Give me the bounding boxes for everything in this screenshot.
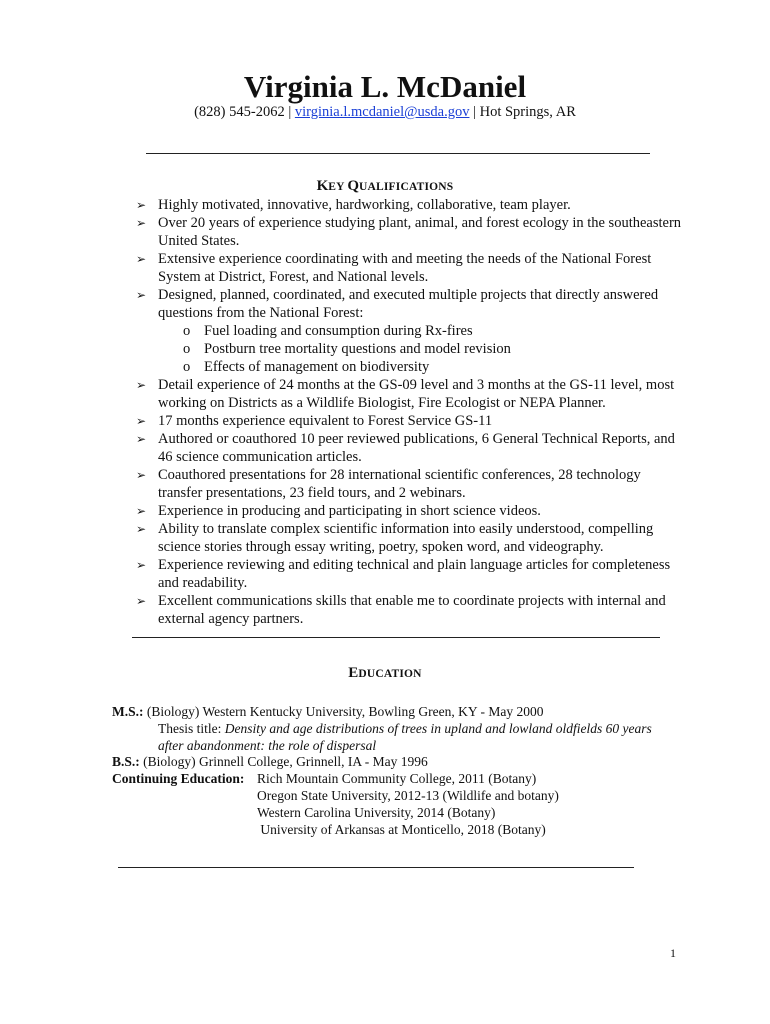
circle-bullet-icon: o (183, 359, 191, 375)
email-link[interactable]: virginia.l.mcdaniel@usda.gov (294, 104, 470, 120)
page-number: 1 (670, 946, 676, 960)
arrow-bullet-icon: ➢ (136, 504, 147, 518)
thesis-title: Thesis title: Density and age distributions of trees in upland and lowland oldfields 60 years (158, 720, 652, 736)
list-item: ➢ Experience in producing and participating in short science videos. (136, 503, 541, 519)
list-item: ➢ Authored or coauthored 10 peer reviewed publications, 6 General Technical Reports, and 46 science communication articles. (136, 431, 675, 465)
section-divider (132, 637, 660, 638)
contact-separator: | (284, 104, 295, 120)
bs-degree: B.S.: (Biology) Grinnell College, Grinnell, IA - May 1996 (112, 754, 428, 770)
arrow-bullet-icon: ➢ (136, 216, 147, 230)
list-item: ➢ Highly motivated, innovative, hardworking, collaborative, team player. (136, 197, 571, 213)
continuing-education-item: Oregon State University, 2012-13 (Wildlife and botany) (257, 787, 559, 803)
circle-bullet-icon: o (183, 323, 191, 339)
continuing-education-label: Continuing Education: (112, 771, 245, 787)
arrow-bullet-icon: ➢ (136, 522, 147, 536)
arrow-bullet-icon: ➢ (136, 594, 147, 608)
ms-degree: M.S.: (Biology) Western Kentucky University, Bowling Green, KY - May 2000 (112, 704, 544, 719)
arrow-bullet-icon: ➢ (136, 198, 147, 212)
sub-list-item: o Effects of management on biodiversity (183, 359, 430, 375)
sub-list-item: o Fuel loading and consumption during Rx-fires (183, 323, 473, 339)
footer-divider (118, 867, 634, 868)
qualifications-list (136, 196, 686, 628)
arrow-bullet-icon: ➢ (136, 252, 147, 266)
list-item: ➢ Experience reviewing and editing technical and plain language articles for completeness and readability. (136, 557, 671, 591)
location: Hot Springs, AR (479, 104, 576, 120)
education-heading: EDUCATION (348, 665, 422, 681)
header-divider (146, 153, 650, 154)
continuing-education-item: Western Carolina University, 2014 (Botany) (257, 804, 496, 820)
circle-bullet-icon: o (183, 341, 191, 357)
contact-line (0, 103, 770, 121)
ms-label: M.S.: (112, 704, 144, 719)
arrow-bullet-icon: ➢ (136, 432, 147, 446)
key-qualifications-heading: KEY QUALIFICATIONS (316, 178, 454, 194)
list-item: ➢ Detail experience of 24 months at the GS-09 level and 3 months at the GS-11 level, most working on Districts as a Wildlife Biologist, Fire Ecologist or NEPA Planner. (136, 377, 675, 411)
arrow-bullet-icon: ➢ (136, 378, 147, 392)
education-section (112, 704, 712, 838)
contact-separator: | (469, 104, 480, 120)
arrow-bullet-icon: ➢ (136, 288, 147, 302)
list-item: ➢ Extensive experience coordinating with and meeting the needs of the National Forest System at District, Forest, and National levels. (136, 251, 652, 285)
sub-list-item: o Postburn tree mortality questions and model revision (183, 341, 511, 357)
resume-name: Virginia L. McDaniel (243, 69, 527, 104)
sub-list (158, 322, 686, 376)
arrow-bullet-icon: ➢ (136, 468, 147, 482)
list-item: ➢ Over 20 years of experience studying plant, animal, and forest ecology in the southeastern United States. (136, 215, 682, 249)
list-item: ➢ Excellent communications skills that enable me to coordinate projects with internal and external agency partners. (136, 593, 666, 627)
list-item: ➢ 17 months experience equivalent to Forest Service GS-11 (136, 413, 493, 429)
phone-number: (828) 545-2062 (194, 104, 285, 120)
thesis-title-continued: after abandonment: the role of dispersal (158, 737, 377, 753)
continuing-education: Continuing Education: Rich Mountain Community College, 2011 (Botany) (112, 771, 537, 787)
arrow-bullet-icon: ➢ (136, 558, 147, 572)
list-item: ➢ Coauthored presentations for 28 international scientific conferences, 28 technology transfer presentations, 23 field tours, and 2 webinars. (136, 467, 641, 501)
bs-label: B.S.: (112, 754, 140, 770)
continuing-education-item: University of Arkansas at Monticello, 2018 (Botany) (257, 821, 546, 837)
arrow-bullet-icon: ➢ (136, 414, 147, 428)
list-item: ➢ Designed, planned, coordinated, and executed multiple projects that directly answered questions from the National Forest: o Fuel loading and consumption during Rx-fires o Postburn tree mortality questions and model revision o Effects of management on biodiversity (136, 286, 686, 376)
list-item: ➢ Ability to translate complex scientific information into easily understood, compelling science stories through essay writing, poetry, spoken word, and videography. (136, 521, 654, 555)
